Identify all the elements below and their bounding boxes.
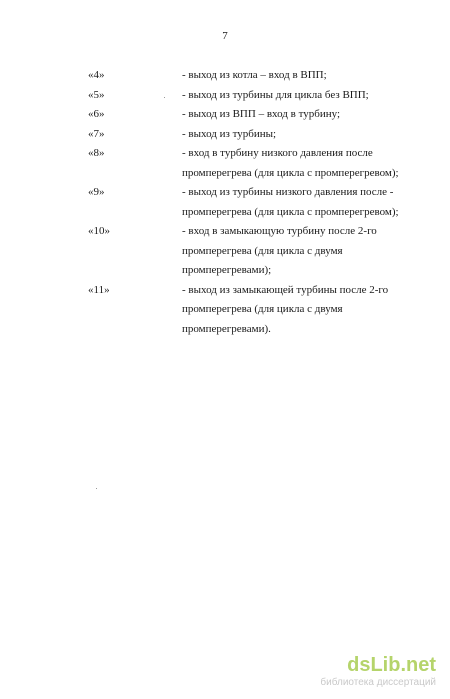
definition-entry-9: [0, 183, 450, 222]
entry-line: промперегревами).: [182, 322, 271, 335]
entry-key: «11»: [88, 283, 110, 296]
page-number: 7: [222, 30, 228, 42]
watermark-subtitle: библиотека диссертаций: [320, 677, 436, 688]
definition-entry-10: [0, 222, 450, 281]
entry-line: - вход в турбину низкого давления после: [182, 147, 373, 159]
entry-key: «10»: [88, 225, 110, 237]
entry-line: промперегрева (для цикла с промперегревом);: [182, 205, 399, 218]
entry-line: - выход из ВПП – вход в турбину;: [182, 108, 341, 120]
entry-key: «6»: [88, 108, 105, 120]
scan-speck: [96, 488, 97, 489]
entry-text: [182, 105, 422, 125]
entry-text: [182, 144, 422, 183]
entry-line: - выход из турбины для цикла без ВПП;: [182, 88, 369, 101]
entry-key: «5»: [88, 88, 105, 101]
definition-entry-7: [0, 125, 450, 145]
entry-line: - выход из турбины;: [182, 127, 277, 140]
definition-entry-8: [0, 144, 450, 183]
entry-line: промперегрева (для цикла с двумя: [182, 244, 343, 257]
entry-text: [182, 183, 422, 222]
entry-line: промперегрева (для цикла с двумя: [182, 303, 343, 315]
entry-key: «9»: [88, 186, 105, 198]
entry-line: - выход из замыкающей турбины после 2-го: [182, 283, 389, 296]
definition-entry-11: [0, 281, 450, 340]
entry-line: - выход из котла – вход в ВПП;: [182, 69, 327, 81]
entry-text: [182, 281, 422, 340]
scan-speck: [164, 97, 165, 98]
definition-entry-6: [0, 105, 450, 125]
entry-text: [182, 86, 422, 106]
entry-text: [182, 125, 422, 145]
entry-key: «8»: [88, 147, 105, 159]
entry-line: промперегрева (для цикла с промперегревом);: [182, 166, 399, 179]
entry-line: - выход из турбины низкого давления после -: [182, 186, 394, 198]
entry-line: промперегревами);: [182, 264, 272, 276]
definition-entry-4: [0, 66, 450, 86]
watermark: [320, 655, 436, 689]
entry-text: [182, 66, 422, 86]
entry-text: [182, 222, 422, 281]
watermark-logo: dsLib.net: [347, 654, 436, 676]
definition-list: [0, 66, 450, 339]
entry-line: - вход в замыкающую турбину после 2-го: [182, 225, 377, 237]
entry-key: «7»: [88, 127, 105, 140]
definition-entry-5: [0, 86, 450, 106]
entry-key: «4»: [88, 69, 105, 81]
